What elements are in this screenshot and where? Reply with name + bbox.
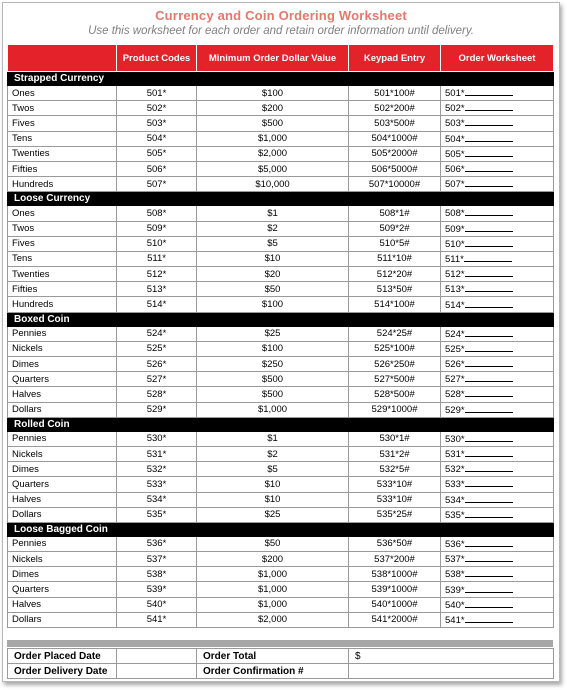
header-min-order: Minimum Order Dollar Value xyxy=(197,45,349,72)
fill-in-line[interactable] xyxy=(465,147,513,157)
min-order-cell: $10 xyxy=(197,251,349,266)
product-code-cell: 502* xyxy=(117,101,197,116)
fill-in-line[interactable] xyxy=(465,477,513,487)
keypad-entry-cell: 507*10000# xyxy=(349,177,441,192)
denomination-cell: Pennies xyxy=(8,326,117,341)
denomination-cell: Twos xyxy=(8,221,117,236)
order-worksheet-cell[interactable] xyxy=(441,446,554,461)
order-total-field[interactable]: $ xyxy=(349,649,554,664)
fill-in-line[interactable] xyxy=(465,552,513,562)
worksheet-code-prefix: 502* xyxy=(445,103,465,115)
order-worksheet-cell[interactable] xyxy=(441,86,554,101)
table-row xyxy=(8,431,554,446)
product-code-cell: 506* xyxy=(117,161,197,176)
min-order-cell: $100 xyxy=(197,341,349,356)
fill-in-line[interactable] xyxy=(465,282,513,292)
product-code-cell: 508* xyxy=(117,206,197,221)
order-worksheet-cell[interactable] xyxy=(441,357,554,372)
keypad-entry-cell: 533*10# xyxy=(349,477,441,492)
order-delivery-date-field[interactable] xyxy=(117,664,197,679)
product-code-cell: 535* xyxy=(117,507,197,522)
product-code-cell: 540* xyxy=(117,597,197,612)
worksheet-code-prefix: 505* xyxy=(445,148,465,160)
order-table xyxy=(7,44,554,628)
min-order-cell: $2,000 xyxy=(197,612,349,627)
product-code-cell: 507* xyxy=(117,177,197,192)
order-worksheet-cell[interactable] xyxy=(441,326,554,341)
product-code-cell: 529* xyxy=(117,402,197,417)
order-worksheet-cell[interactable] xyxy=(441,567,554,582)
min-order-cell: $2,000 xyxy=(197,146,349,161)
table-row xyxy=(8,131,554,146)
min-order-cell: $5 xyxy=(197,236,349,251)
keypad-entry-cell: 532*5# xyxy=(349,462,441,477)
denomination-cell: Pennies xyxy=(8,536,117,551)
worksheet-code-prefix: 511* xyxy=(445,253,464,265)
worksheet-code-prefix: 526* xyxy=(445,359,465,371)
product-code-cell: 505* xyxy=(117,146,197,161)
table-row xyxy=(8,101,554,116)
product-code-cell: 527* xyxy=(117,372,197,387)
fill-in-line[interactable] xyxy=(465,357,513,367)
table-row xyxy=(8,221,554,236)
fill-in-line[interactable] xyxy=(465,298,513,308)
worksheet-code-prefix: 514* xyxy=(445,299,465,311)
keypad-entry-cell: 514*100# xyxy=(349,297,441,312)
denomination-cell: Tens xyxy=(8,251,117,266)
min-order-cell: $200 xyxy=(197,101,349,116)
min-order-cell: $250 xyxy=(197,357,349,372)
table-row xyxy=(8,267,554,282)
order-worksheet-cell[interactable] xyxy=(441,131,554,146)
denomination-cell: Hundreds xyxy=(8,297,117,312)
fill-in-line[interactable] xyxy=(465,86,513,96)
product-code-cell: 501* xyxy=(117,86,197,101)
table-row xyxy=(8,462,554,477)
keypad-entry-cell: 541*2000# xyxy=(349,612,441,627)
denomination-cell: Fives xyxy=(8,236,117,251)
table-row xyxy=(8,341,554,356)
denomination-cell: Ones xyxy=(8,86,117,101)
product-code-cell: 533* xyxy=(117,477,197,492)
section-title: Loose Bagged Coin xyxy=(8,522,554,536)
denomination-cell: Ones xyxy=(8,206,117,221)
keypad-entry-cell: 505*2000# xyxy=(349,146,441,161)
denomination-cell: Nickels xyxy=(8,552,117,567)
fill-in-line[interactable] xyxy=(465,116,513,126)
product-code-cell: 532* xyxy=(117,462,197,477)
keypad-entry-cell: 504*1000# xyxy=(349,131,441,146)
min-order-cell: $100 xyxy=(197,86,349,101)
page-title: Currency and Coin Ordering Worksheet xyxy=(155,8,407,23)
denomination-cell: Twos xyxy=(8,101,117,116)
worksheet-code-prefix: 536* xyxy=(445,538,465,550)
worksheet-code-prefix: 537* xyxy=(445,554,465,566)
table-row xyxy=(8,552,554,567)
order-worksheet-cell[interactable] xyxy=(441,431,554,446)
table-row xyxy=(8,536,554,551)
denomination-cell: Fifties xyxy=(8,161,117,176)
order-worksheet-cell[interactable] xyxy=(441,282,554,297)
product-code-cell: 526* xyxy=(117,357,197,372)
product-code-cell: 531* xyxy=(117,446,197,461)
product-code-cell: 513* xyxy=(117,282,197,297)
table-row xyxy=(8,446,554,461)
min-order-cell: $500 xyxy=(197,387,349,402)
section-header-row xyxy=(8,417,554,431)
worksheet-code-prefix: 528* xyxy=(445,389,465,401)
denomination-cell: Twenties xyxy=(8,267,117,282)
denomination-cell: Dollars xyxy=(8,612,117,627)
fill-in-line[interactable] xyxy=(465,613,513,623)
worksheet-code-prefix: 535* xyxy=(445,509,465,521)
order-worksheet-cell[interactable] xyxy=(441,552,554,567)
worksheet-code-prefix: 508* xyxy=(445,208,465,220)
order-worksheet-cell[interactable] xyxy=(441,206,554,221)
order-worksheet-cell[interactable] xyxy=(441,477,554,492)
order-confirmation-label: Order Confirmation # xyxy=(197,664,349,679)
denomination-cell: Pennies xyxy=(8,431,117,446)
keypad-entry-cell: 531*2# xyxy=(349,446,441,461)
header-order-worksheet: Order Worksheet xyxy=(441,45,554,72)
table-row xyxy=(8,507,554,522)
fill-in-line[interactable] xyxy=(465,132,513,142)
fill-in-line[interactable] xyxy=(465,598,513,608)
table-row xyxy=(8,477,554,492)
order-worksheet-cell[interactable] xyxy=(441,251,554,266)
table-row xyxy=(8,86,554,101)
fill-in-line[interactable] xyxy=(465,403,513,413)
worksheet-code-prefix: 510* xyxy=(445,238,465,250)
worksheet-code-prefix: 501* xyxy=(445,88,465,100)
section-title: Rolled Coin xyxy=(8,417,554,431)
keypad-entry-cell: 511*10# xyxy=(349,251,441,266)
order-worksheet-cell[interactable] xyxy=(441,341,554,356)
table-row xyxy=(8,372,554,387)
fill-in-line[interactable] xyxy=(465,101,513,111)
table-row xyxy=(8,387,554,402)
worksheet-code-prefix: 512* xyxy=(445,269,465,281)
min-order-cell: $1,000 xyxy=(197,402,349,417)
min-order-cell: $1,000 xyxy=(197,582,349,597)
worksheet-code-prefix: 524* xyxy=(445,328,465,340)
min-order-cell: $10 xyxy=(197,477,349,492)
product-code-cell: 509* xyxy=(117,221,197,236)
worksheet-code-prefix: 530* xyxy=(445,433,465,445)
keypad-entry-cell: 512*20# xyxy=(349,267,441,282)
fill-in-line[interactable] xyxy=(465,327,513,337)
worksheet-code-prefix: 527* xyxy=(445,374,465,386)
product-code-cell: 511* xyxy=(117,251,197,266)
order-worksheet-cell[interactable] xyxy=(441,177,554,192)
section-title: Boxed Coin xyxy=(8,312,554,326)
worksheet-code-prefix: 525* xyxy=(445,343,465,355)
table-header-row xyxy=(8,45,554,72)
table-row xyxy=(8,582,554,597)
order-worksheet-cell[interactable] xyxy=(441,267,554,282)
keypad-entry-cell: 529*1000# xyxy=(349,402,441,417)
order-worksheet-cell[interactable] xyxy=(441,507,554,522)
table-row xyxy=(8,251,554,266)
section-header-row xyxy=(8,312,554,326)
min-order-cell: $200 xyxy=(197,552,349,567)
denomination-cell: Fives xyxy=(8,116,117,131)
worksheet-code-prefix: 534* xyxy=(445,494,465,506)
min-order-cell: $1 xyxy=(197,431,349,446)
table-row xyxy=(8,357,554,372)
order-worksheet-cell[interactable] xyxy=(441,116,554,131)
keypad-entry-cell: 536*50# xyxy=(349,536,441,551)
table-row xyxy=(8,297,554,312)
product-code-cell: 524* xyxy=(117,326,197,341)
order-worksheet-cell[interactable] xyxy=(441,492,554,507)
worksheet-code-prefix: 529* xyxy=(445,404,465,416)
product-code-cell: 503* xyxy=(117,116,197,131)
order-worksheet-cell[interactable] xyxy=(441,372,554,387)
section-header-row xyxy=(8,72,554,86)
section-title: Loose Currency xyxy=(8,192,554,206)
min-order-cell: $50 xyxy=(197,282,349,297)
keypad-entry-cell: 540*1000# xyxy=(349,597,441,612)
keypad-entry-cell: 501*100# xyxy=(349,86,441,101)
denomination-cell: Dimes xyxy=(8,567,117,582)
keypad-entry-cell: 503*500# xyxy=(349,116,441,131)
product-code-cell: 538* xyxy=(117,567,197,582)
table-row xyxy=(8,402,554,417)
min-order-cell: $5,000 xyxy=(197,161,349,176)
keypad-entry-cell: 526*250# xyxy=(349,357,441,372)
fill-in-line[interactable] xyxy=(465,267,513,277)
fill-in-line[interactable] xyxy=(465,462,513,472)
separator-bar xyxy=(7,640,553,647)
fill-in-line[interactable] xyxy=(465,342,513,352)
product-code-cell: 510* xyxy=(117,236,197,251)
fill-in-line[interactable] xyxy=(465,237,513,247)
fill-in-line[interactable] xyxy=(465,567,513,577)
header-keypad-entry: Keypad Entry xyxy=(349,45,441,72)
table-row xyxy=(8,282,554,297)
denomination-cell: Quarters xyxy=(8,372,117,387)
worksheet-code-prefix: 503* xyxy=(445,118,465,130)
min-order-cell: $1,000 xyxy=(197,597,349,612)
fill-in-line[interactable] xyxy=(465,447,513,457)
min-order-cell: $1,000 xyxy=(197,567,349,582)
denomination-cell: Halves xyxy=(8,597,117,612)
product-code-cell: 534* xyxy=(117,492,197,507)
worksheet-code-prefix: 538* xyxy=(445,569,465,581)
min-order-cell: $25 xyxy=(197,507,349,522)
keypad-entry-cell: 527*500# xyxy=(349,372,441,387)
section-title: Strapped Currency xyxy=(8,72,554,86)
keypad-entry-cell: 528*500# xyxy=(349,387,441,402)
keypad-entry-cell: 539*1000# xyxy=(349,582,441,597)
keypad-entry-cell: 513*50# xyxy=(349,282,441,297)
keypad-entry-cell: 509*2# xyxy=(349,221,441,236)
worksheet-page xyxy=(2,2,560,682)
order-worksheet-cell[interactable] xyxy=(441,387,554,402)
min-order-cell: $10,000 xyxy=(197,177,349,192)
order-worksheet-cell[interactable] xyxy=(441,597,554,612)
fill-in-line[interactable] xyxy=(465,387,513,397)
summary-row xyxy=(8,649,554,664)
product-code-cell: 504* xyxy=(117,131,197,146)
worksheet-code-prefix: 532* xyxy=(445,464,465,476)
min-order-cell: $1,000 xyxy=(197,131,349,146)
order-worksheet-cell[interactable] xyxy=(441,297,554,312)
product-code-cell: 537* xyxy=(117,552,197,567)
product-code-cell: 514* xyxy=(117,297,197,312)
worksheet-code-prefix: 513* xyxy=(445,284,465,296)
worksheet-code-prefix: 509* xyxy=(445,223,465,235)
table-row xyxy=(8,146,554,161)
product-code-cell: 528* xyxy=(117,387,197,402)
min-order-cell: $25 xyxy=(197,326,349,341)
denomination-cell: Tens xyxy=(8,131,117,146)
order-worksheet-cell[interactable] xyxy=(441,536,554,551)
section-header-row xyxy=(8,522,554,536)
order-total-label: Order Total xyxy=(197,649,349,664)
worksheet-code-prefix: 507* xyxy=(445,179,465,191)
table-row xyxy=(8,612,554,627)
fill-in-line[interactable] xyxy=(465,583,513,593)
worksheet-code-prefix: 504* xyxy=(445,133,465,145)
denomination-cell: Halves xyxy=(8,492,117,507)
keypad-entry-cell: 525*100# xyxy=(349,341,441,356)
min-order-cell: $50 xyxy=(197,536,349,551)
fill-in-line[interactable] xyxy=(465,508,513,518)
min-order-cell: $5 xyxy=(197,462,349,477)
keypad-entry-cell: 506*5000# xyxy=(349,161,441,176)
denomination-cell: Dollars xyxy=(8,507,117,522)
min-order-cell: $2 xyxy=(197,446,349,461)
denomination-cell: Twenties xyxy=(8,146,117,161)
order-summary-table xyxy=(7,648,554,679)
table-row xyxy=(8,236,554,251)
table-row xyxy=(8,206,554,221)
keypad-entry-cell: 530*1# xyxy=(349,431,441,446)
table-row xyxy=(8,161,554,176)
denomination-cell: Dimes xyxy=(8,357,117,372)
header-product-codes: Product Codes xyxy=(117,45,197,72)
min-order-cell: $2 xyxy=(197,221,349,236)
min-order-cell: $500 xyxy=(197,372,349,387)
summary-row xyxy=(8,664,554,679)
table-row xyxy=(8,177,554,192)
order-worksheet-cell[interactable] xyxy=(441,161,554,176)
min-order-cell: $20 xyxy=(197,267,349,282)
denomination-cell: Nickels xyxy=(8,341,117,356)
fill-in-line[interactable] xyxy=(465,372,513,382)
keypad-entry-cell: 533*10# xyxy=(349,492,441,507)
table-row xyxy=(8,567,554,582)
product-code-cell: 536* xyxy=(117,536,197,551)
keypad-entry-cell: 508*1# xyxy=(349,206,441,221)
fill-in-line[interactable] xyxy=(464,252,512,262)
denomination-cell: Dimes xyxy=(8,462,117,477)
order-worksheet-cell[interactable] xyxy=(441,221,554,236)
keypad-entry-cell: 524*25# xyxy=(349,326,441,341)
keypad-entry-cell: 537*200# xyxy=(349,552,441,567)
order-placed-date-label: Order Placed Date xyxy=(8,649,117,664)
worksheet-code-prefix: 541* xyxy=(445,614,465,626)
table-body xyxy=(8,72,554,628)
product-code-cell: 530* xyxy=(117,431,197,446)
table-row xyxy=(8,492,554,507)
fill-in-line[interactable] xyxy=(465,222,513,232)
worksheet-code-prefix: 506* xyxy=(445,164,465,176)
product-code-cell: 541* xyxy=(117,612,197,627)
order-placed-date-field[interactable] xyxy=(117,649,197,664)
order-worksheet-cell[interactable] xyxy=(441,612,554,627)
keypad-entry-cell: 510*5# xyxy=(349,236,441,251)
order-worksheet-cell[interactable] xyxy=(441,402,554,417)
denomination-cell: Nickels xyxy=(8,446,117,461)
page-subtitle: Use this worksheet for each order and retain order information until delivery. xyxy=(88,25,474,37)
keypad-entry-cell: 535*25# xyxy=(349,507,441,522)
fill-in-line[interactable] xyxy=(465,162,513,172)
fill-in-line[interactable] xyxy=(465,177,513,187)
keypad-entry-cell: 502*200# xyxy=(349,101,441,116)
order-worksheet-cell[interactable] xyxy=(441,236,554,251)
fill-in-line[interactable] xyxy=(465,493,513,503)
worksheet-code-prefix: 531* xyxy=(445,449,465,461)
table-row xyxy=(8,326,554,341)
fill-in-line[interactable] xyxy=(465,432,513,442)
min-order-cell: $500 xyxy=(197,116,349,131)
min-order-cell: $100 xyxy=(197,297,349,312)
product-code-cell: 525* xyxy=(117,341,197,356)
denomination-cell: Hundreds xyxy=(8,177,117,192)
order-confirmation-field[interactable] xyxy=(349,664,554,679)
header-item xyxy=(8,45,117,72)
keypad-entry-cell: 538*1000# xyxy=(349,567,441,582)
product-code-cell: 539* xyxy=(117,582,197,597)
fill-in-line[interactable] xyxy=(465,537,513,547)
fill-in-line[interactable] xyxy=(465,206,513,216)
denomination-cell: Halves xyxy=(8,387,117,402)
denomination-cell: Quarters xyxy=(8,582,117,597)
denomination-cell: Quarters xyxy=(8,477,117,492)
worksheet-code-prefix: 533* xyxy=(445,479,465,491)
order-worksheet-cell[interactable] xyxy=(441,146,554,161)
order-delivery-date-label: Order Delivery Date xyxy=(8,664,117,679)
order-worksheet-cell[interactable] xyxy=(441,462,554,477)
section-header-row xyxy=(8,192,554,206)
order-worksheet-cell[interactable] xyxy=(441,582,554,597)
min-order-cell: $10 xyxy=(197,492,349,507)
table-row xyxy=(8,597,554,612)
table-row xyxy=(8,116,554,131)
min-order-cell: $1 xyxy=(197,206,349,221)
denomination-cell: Dollars xyxy=(8,402,117,417)
denomination-cell: Fifties xyxy=(8,282,117,297)
worksheet-code-prefix: 540* xyxy=(445,599,465,611)
product-code-cell: 512* xyxy=(117,267,197,282)
order-worksheet-cell[interactable] xyxy=(441,101,554,116)
worksheet-code-prefix: 539* xyxy=(445,584,465,596)
